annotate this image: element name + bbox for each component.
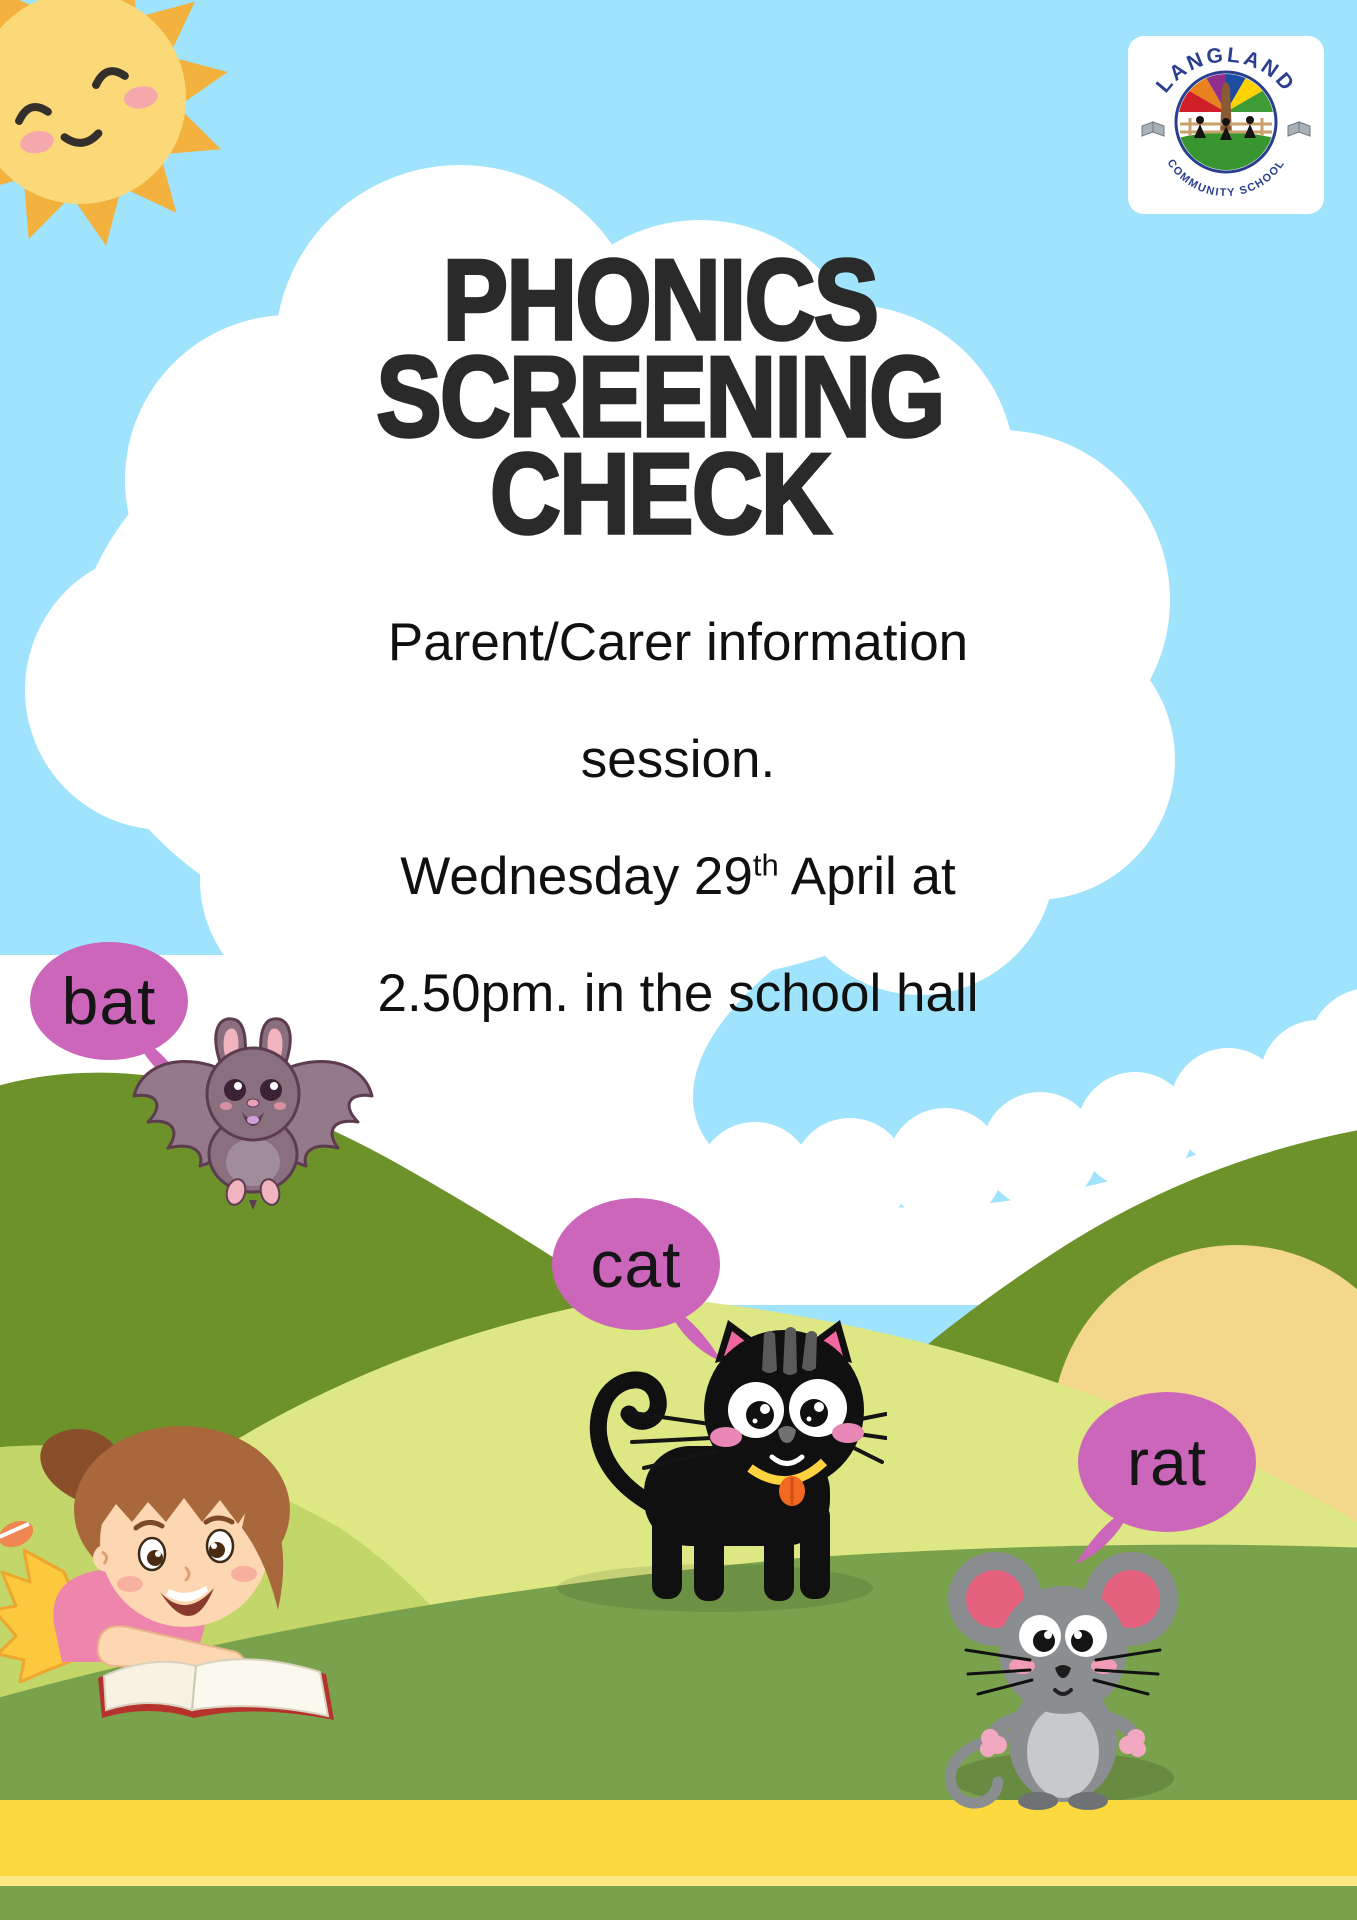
bubble-label-cat: cat: [590, 1227, 682, 1301]
logo-arc-bottom-text: COMMUNITY SCHOOL: [1164, 157, 1288, 200]
info-line-1: Parent/Carer information: [387, 613, 969, 672]
logo-arc-top-text: LANGLAND: [1151, 43, 1301, 98]
school-logo: [1128, 36, 1324, 214]
title-line-2: SCREENING: [376, 334, 944, 461]
info-line-3: Wednesday 29th April at: [400, 847, 956, 906]
title-line-1: PHONICS: [442, 237, 878, 364]
mouse-foot-left: [1018, 1792, 1058, 1810]
bubble-label-bat: bat: [61, 964, 157, 1038]
ordinal-suffix: th: [752, 847, 779, 883]
speech-bubble-rat: [1078, 1392, 1256, 1532]
book-page-right: [192, 1659, 328, 1716]
girl-reading-illustration: [0, 1410, 360, 1810]
cat-illustration: [552, 1318, 887, 1603]
info-line-2: session.: [580, 730, 776, 789]
book-page-left: [104, 1662, 196, 1710]
info-text: [128, 584, 1228, 1052]
speech-bubble-cat: [552, 1198, 720, 1330]
bubble-label-rat: rat: [1126, 1425, 1208, 1499]
sun-icon: [0, 0, 250, 258]
yellow-strip-highlight: [0, 1876, 1357, 1886]
mouse-foot-right: [1068, 1792, 1108, 1810]
info-line-4: 2.50pm. in the school hall: [377, 964, 979, 1023]
title-line-3: CHECK: [489, 431, 830, 558]
girl-shoe: [0, 1516, 37, 1553]
mouse-illustration: [938, 1542, 1188, 1810]
bat-head: [207, 1048, 299, 1140]
bottom-green-strip: [0, 1886, 1357, 1920]
bat-illustration: [108, 1012, 398, 1222]
cat-stripes: [762, 1327, 817, 1375]
poster-title: [213, 237, 1107, 558]
yellow-strip: [0, 1800, 1357, 1878]
